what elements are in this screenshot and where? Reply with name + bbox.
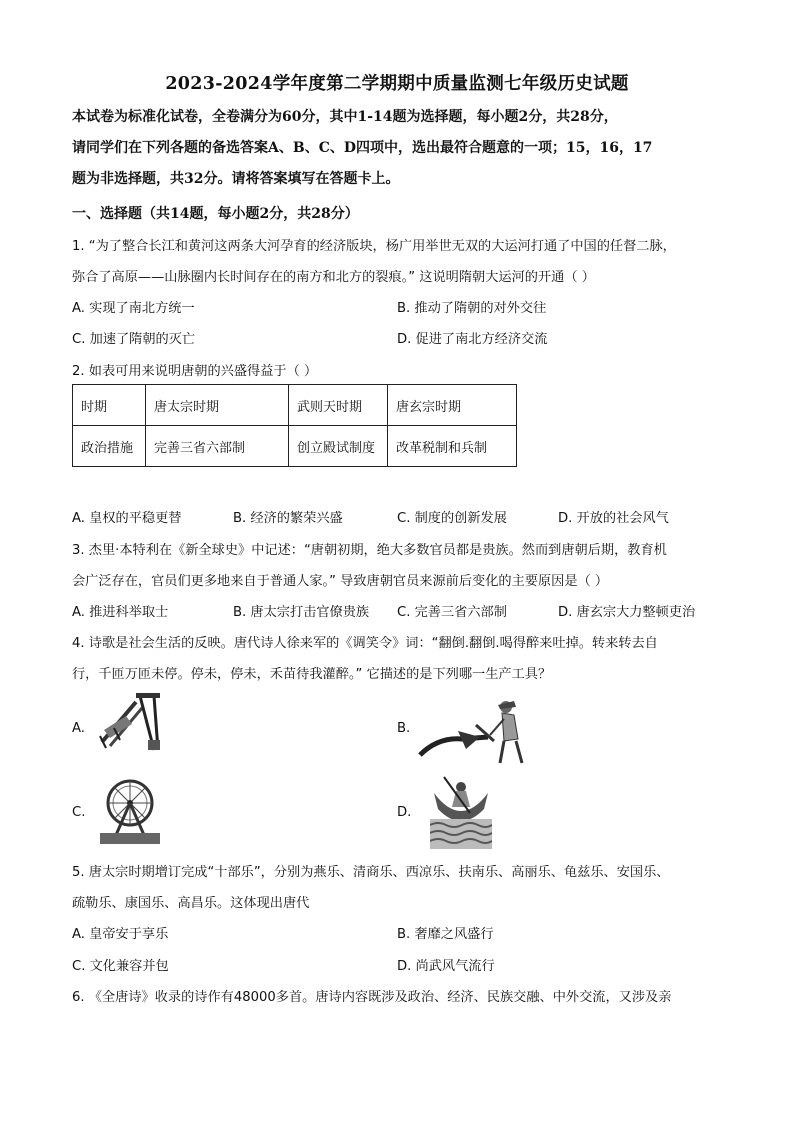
q3-option-a: A. 推进科举取士	[72, 605, 169, 620]
q2-option-c: C. 制度的创新发展	[397, 511, 507, 526]
q1-stem-line: 1. “为了整合长江和黄河这两条大河孕育的经济版块，杨广用举世无双的大运河打通了中国的任督二脉，	[72, 239, 676, 254]
q5-stem-line: 疏勒乐、康国乐、高昌乐。这体现出唐代	[72, 896, 310, 911]
waterwheel-tool-image	[96, 690, 168, 752]
q5-option-b: B. 奢靡之风盛行	[397, 927, 494, 942]
table-cell: 改革税制和兵制	[388, 426, 517, 467]
q1-option-c: C. 加速了隋朝的灭亡	[72, 332, 196, 347]
q2-option-a: A. 皇权的平稳更替	[72, 511, 182, 526]
q5-option-a: A. 皇帝安于享乐	[72, 927, 169, 942]
q1-option-d: D. 促进了南北方经济交流	[397, 332, 548, 347]
q4-stem-line: 4. 诗歌是社会生活的反映。唐代诗人徐来军的《调笑令》词：“翻倒.翻倒.喝得醉来吐掉。转来转去自	[72, 636, 658, 651]
table-cell: 完善三省六部制	[146, 426, 289, 467]
section-heading: 一、选择题（共14题，每小题2分，共28分）	[72, 206, 359, 222]
q1-option-a: A. 实现了南北方统一	[72, 301, 195, 316]
q4-option-b-letter: B.	[397, 721, 411, 736]
table-row	[73, 385, 517, 426]
q5-option-c: C. 文化兼容并包	[72, 959, 169, 974]
q2-option-b: B. 经济的繁荣兴盛	[233, 511, 343, 526]
q5-stem-line: 5. 唐太宗时期增订完成“十部乐”，分别为燕乐、清商乐、西凉乐、扶南乐、高丽乐、龟兹乐、安国乐、	[72, 865, 670, 880]
q4-option-a-letter: A.	[72, 721, 85, 736]
exam-instructions	[72, 102, 722, 195]
q2-table	[72, 384, 517, 467]
table-cell: 唐太宗时期	[146, 385, 289, 426]
q2-option-d: D. 开放的社会风气	[558, 511, 669, 526]
table-cell: 时期	[73, 385, 146, 426]
table-cell: 武则天时期	[289, 385, 388, 426]
q4-option-d-letter: D.	[397, 805, 412, 820]
table-cell: 创立殿试制度	[289, 426, 388, 467]
q3-stem-line: 3. 杰里·本特利在《新全球史》中记述：“唐朝初期，绝大多数官员都是贵族。然而到唐朝后期，教育机	[72, 543, 667, 558]
q2-stem: 2. 如表可用来说明唐朝的兴盛得益于（ ）	[72, 364, 318, 379]
table-cell: 政治措施	[73, 426, 146, 467]
boat-rower-image	[430, 773, 492, 849]
table-row	[73, 426, 517, 467]
q4-stem-line: 行，千匝万匝未停。停未，停未，禾苗待我灌醉。” 它描述的是下列哪一生产工具？	[72, 667, 552, 682]
q3-option-c: C. 完善三省六部制	[397, 605, 507, 620]
plough-tool-image	[418, 697, 533, 767]
q6-stem-line: 6. 《全唐诗》收录的诗作有48000多首。唐诗内容既涉及政治、经济、民族交融、中外交流，又涉及亲	[72, 990, 672, 1005]
q4-option-c-letter: C.	[72, 805, 86, 820]
exam-title: 2023-2024学年度第二学期期中质量监测七年级历史试题	[165, 74, 629, 94]
instruction-line: 本试卷为标准化试卷，全卷满分为60分，其中1-14题为选择题，每小题2分，共28分，	[72, 109, 618, 125]
q1-stem-line: 弥合了高原——山脉圈内长时间存在的南方和北方的裂痕。” 这说明隋朝大运河的开通（ ）	[72, 270, 595, 285]
q5-option-d: D. 尚武风气流行	[397, 959, 495, 974]
q3-stem-line: 会广泛存在，官员们更多地来自于普通人家。” 导致唐朝官员来源前后变化的主要原因是（ ）	[72, 574, 609, 589]
q3-option-b: B. 唐太宗打击官僚贵族	[233, 605, 370, 620]
table-cell: 唐玄宗时期	[388, 385, 517, 426]
q3-option-d: D. 唐玄宗大力整顿吏治	[558, 605, 696, 620]
instruction-line: 请同学们在下列各题的备选答案A、B、C、D四项中，选出最符合题意的一项；15，16，17	[72, 140, 653, 156]
q1-option-b: B. 推动了隋朝的对外交往	[397, 301, 547, 316]
ferris-wheel-image	[98, 777, 162, 845]
instruction-line: 题为非选择题，共32分。请将答案填写在答题卡上。	[72, 171, 400, 187]
